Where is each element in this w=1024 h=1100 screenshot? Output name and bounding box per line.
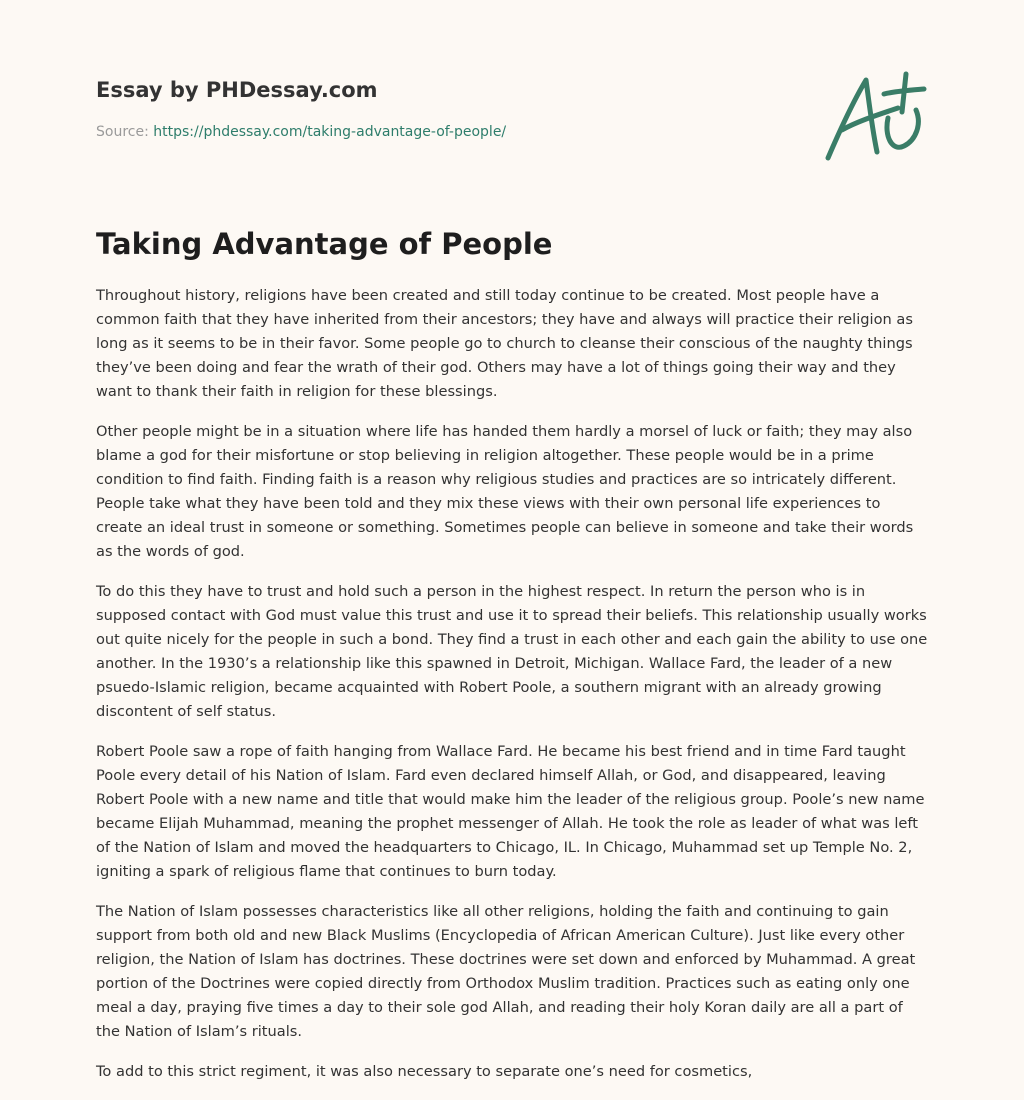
source-label: Source:: [96, 124, 149, 140]
essay-paragraph: The Nation of Islam possesses characteristics like all other religions, holding the faith and continuing to gain support from both old and new Black Muslims (Encyclopedia of African American Culture). Just like every other religion, the Nation of Islam has doctrines. These doctrines were set down and enforced by Muhammad. A great portion of the Doctrines were copied directly from Orthodox Muslim tradition. Practices such as eating only one meal a day, praying five times a day to their sole god Allah, and reading their holy Koran daily are all a part of the Nation of Islam’s rituals.: [96, 903, 916, 1040]
essay-paragraph: To add to this strict regiment, it was also necessary to separate one’s need for cosmetics,: [96, 1063, 753, 1080]
a-plus-logo-icon: [822, 66, 928, 166]
essay-paragraph: Throughout history, religions have been created and still today continue to be created. Most people have a common faith that they have inherited from their ancestors; they have and always will practice their religion as long as it seems to be in their favor. Some people go to church to cleanse their conscious of the naughty things they’ve been doing and fear the wrath of their god. Others may have a lot of things going their way and they want to thank their faith in religion for these blessings.: [96, 287, 913, 400]
site-brand: Essay by PHDessay.com: [96, 78, 378, 102]
essay-body: [96, 284, 930, 1100]
source-line: [96, 122, 796, 142]
essay-paragraph: Robert Poole saw a rope of faith hanging from Wallace Fard. He became his best friend and in time Fard taught Poole every detail of his Nation of Islam. Fard even declared himself Allah, or God, and disappeared, leaving Robert Poole with a new name and title that would make him the leader of the religious group. Poole’s new name became Elijah Muhammad, meaning the prophet messenger of Allah. He took the role as leader of what was left of the Nation of Islam and moved the headquarters to Chicago, IL. In Chicago, Muhammad set up Temple No. 2, igniting a spark of religious flame that continues to burn today.: [96, 743, 925, 880]
source-link[interactable]: https://phdessay.com/taking-advantage-of-people/: [153, 124, 507, 140]
essay-title: Taking Advantage of People: [96, 227, 553, 261]
page-header: [96, 76, 796, 142]
essay-paragraph: Other people might be in a situation where life has handed them hardly a morsel of luck or faith; they may also blame a god for their misfortune or stop believing in religion altogether. These people would be in a prime condition to find faith. Finding faith is a reason why religious studies and practices are so intricately different. People take what they have been told and they mix these views with their own personal life experiences to create an ideal trust in someone or something. Sometimes people can believe in someone and take their words as the words of god.: [96, 423, 914, 560]
essay-paragraph: To do this they have to trust and hold such a person in the highest respect. In return the person who is in supposed contact with God must value this trust and use it to spread their beliefs. This relationship usually works out quite nicely for the people in such a bond. They find a trust in each other and each gain the ability to use one another. In the 1930’s a relationship like this spawned in Detroit, Michigan. Wallace Fard, the leader of a new psuedo-Islamic religion, became acquainted with Robert Poole, a southern migrant with an already growing discontent of self status.: [96, 583, 928, 720]
